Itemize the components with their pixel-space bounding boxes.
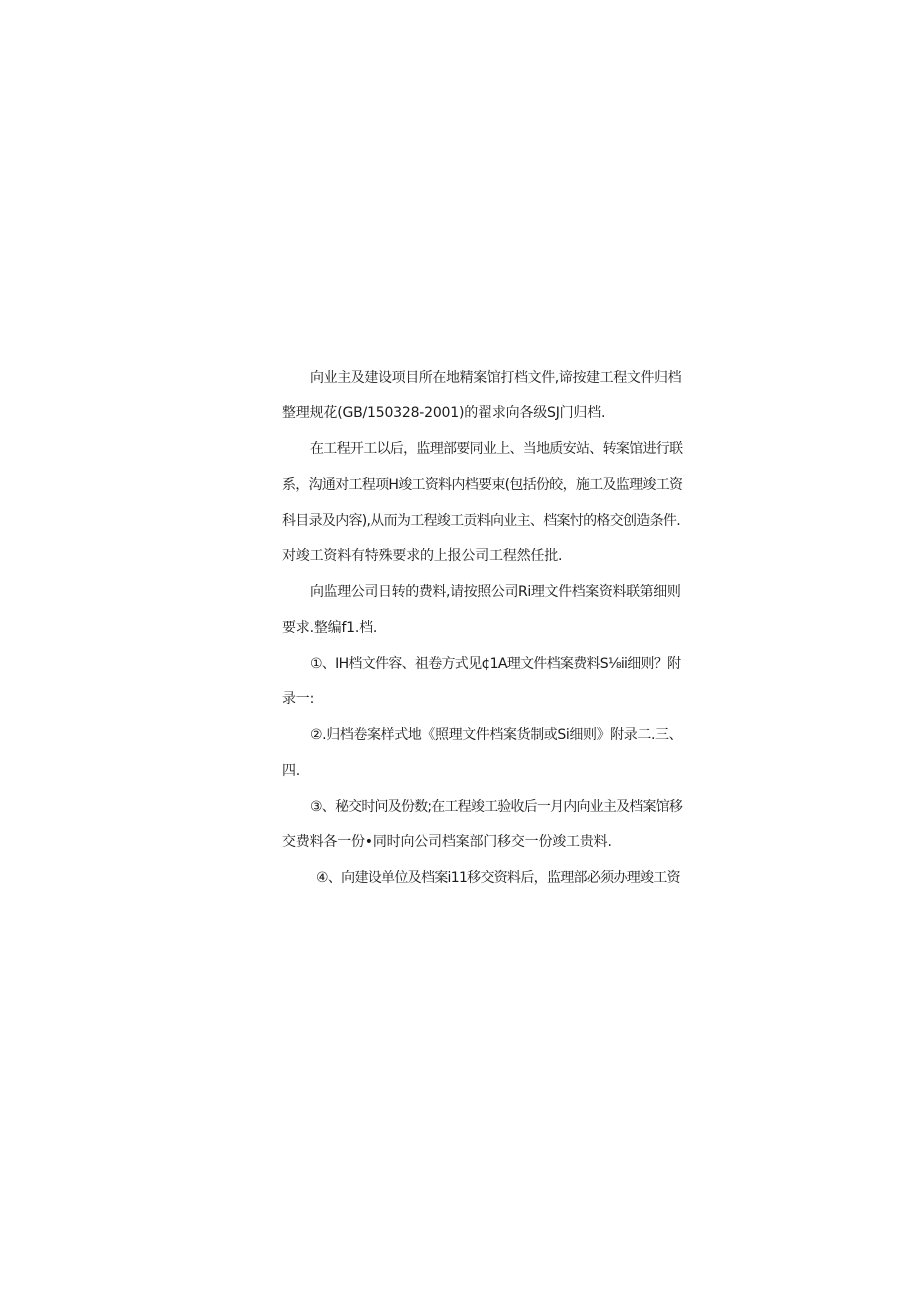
paragraph-line-1: 向业主及建设项目所在地精案馆打档文件,谛按建工程文件归档 [310,370,682,386]
paragraph-line-6: 对竣工资料有特殊要求的上报公司工程然任批. [282,548,563,564]
paragraph-line-15: ④、向建设单位及档案i11移交资料后，监理部必须办理竣工资 [316,870,680,886]
paragraph-line-12: 四. [282,763,301,779]
paragraph-line-2: 整理规花(GB/150328-2001)的翟求向各级SJ门归档. [282,405,606,421]
paragraph-line-14: 交费料各一份•同时向公司档案部门移交一份竣工贵料. [282,834,612,850]
paragraph-line-13: ③、秘交时问及份数;在工程竣工验收后一月内向业主及档案馆移 [310,799,683,815]
paragraph-line-3: 在工程开工以后，监理部要同业上、当地质安站、转案馆进行联 [310,441,683,457]
paragraph-line-9: ①、IH档文件容、祖卷方式见¢1A理文件档案费料S⅛ii细则？附 [310,656,681,672]
paragraph-line-7: 向监理公司日转的费料,请按照公司Ri理文件档案资料联第细则 [310,584,681,600]
paragraph-line-5: 科目录及内容),从而为工程竣工贡料向业主、档案忖的格交创造条件. [282,513,680,529]
paragraph-line-8: 要求.整编f1.档. [282,620,378,636]
paragraph-line-10: 录一: [282,691,315,707]
paragraph-line-11: ②.归档卷案样式地《照理文件档案货制或Si细则》附录二.三、 [310,727,683,743]
paragraph-line-4: 系，沟通对工程项H竣工资料内档要束(包括份皎，施工及监理竣工资 [282,477,683,493]
